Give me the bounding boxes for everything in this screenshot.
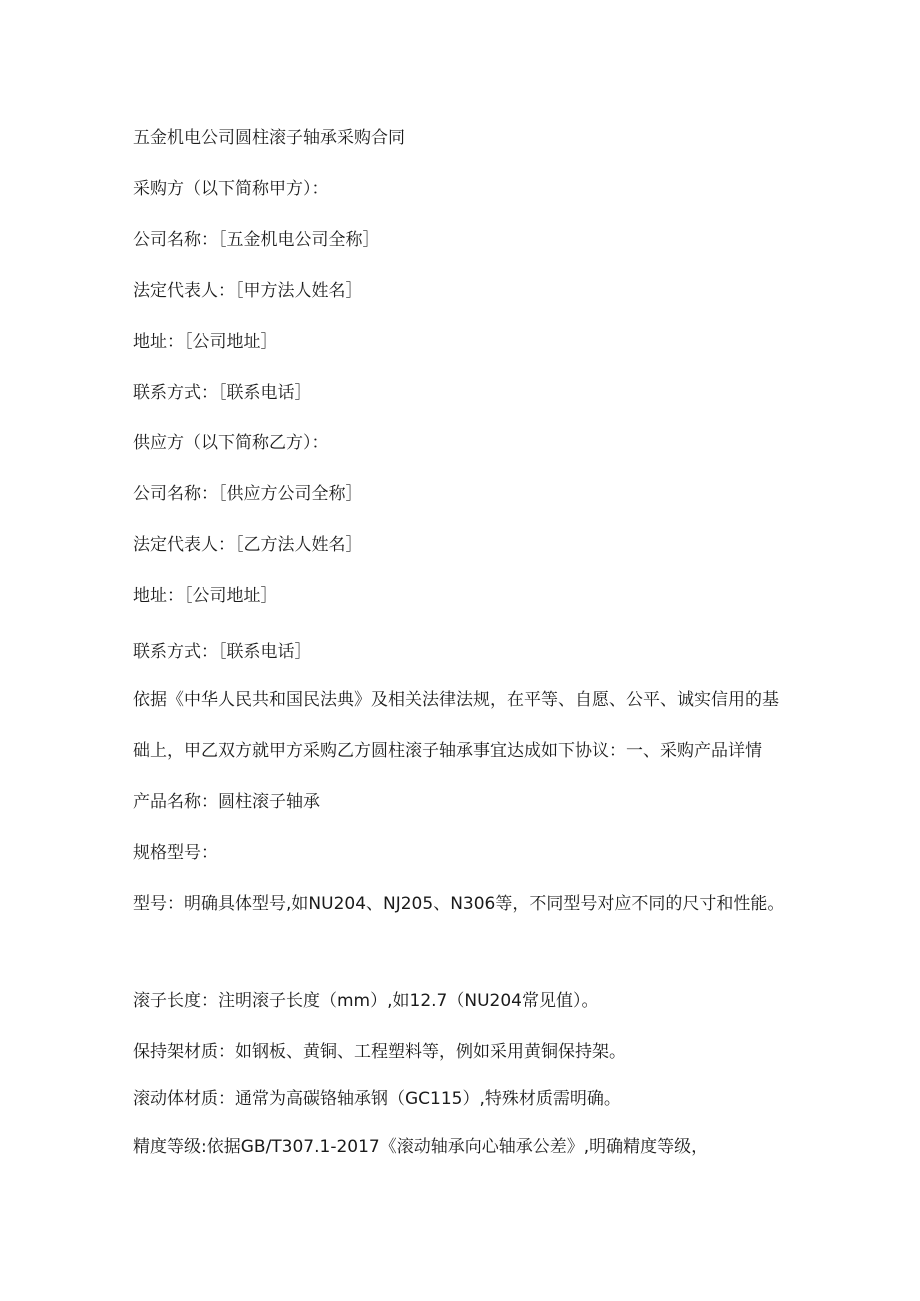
party-a-address: 地址：［公司地址］: [133, 332, 278, 352]
model-spec: 型号：明确具体型号,如NU204、NJ205、N306等，不同型号对应不同的尺寸和性能。: [133, 894, 785, 914]
party-b-heading: 供应方（以下简称乙方）：: [133, 433, 329, 453]
party-b-legal-rep: 法定代表人：［乙方法人姓名］: [133, 535, 363, 555]
party-b-address: 地址：［公司地址］: [133, 586, 278, 606]
spec-heading: 规格型号：: [133, 843, 218, 863]
roller-length: 滚子长度：注明滚子长度（mm）,如12.7（NU204常见值）。: [133, 991, 599, 1011]
party-b-contact: 联系方式：［联系电话］: [133, 642, 312, 662]
preamble-line-2: 础上，甲乙双方就甲方采购乙方圆柱滚子轴承事宜达成如下协议：一、采购产品详情: [133, 741, 762, 761]
party-a-company-name: 公司名称：［五金机电公司全称］: [133, 230, 380, 250]
cage-material: 保持架材质：如钢板、黄铜、工程塑料等，例如采用黄铜保持架。: [133, 1042, 626, 1062]
rolling-element-material: 滚动体材质：通常为高碳铬轴承钢（GC115）,特殊材质需明确。: [133, 1089, 621, 1109]
party-a-contact: 联系方式：［联系电话］: [133, 383, 312, 403]
party-a-heading: 采购方（以下简称甲方）：: [133, 179, 329, 199]
product-name: 产品名称：圆柱滚子轴承: [133, 792, 320, 812]
document-title: 五金机电公司圆柱滚子轴承采购合同: [133, 128, 405, 148]
party-b-company-name: 公司名称：［供应方公司全称］: [133, 484, 363, 504]
precision-grade: 精度等级:依据GB/T307.1-2017《滚动轴承向心轴承公差》,明确精度等级，: [133, 1137, 709, 1157]
party-a-legal-rep: 法定代表人：［甲方法人姓名］: [133, 281, 363, 301]
preamble-line-1: 依据《中华人民共和国民法典》及相关法律法规，在平等、自愿、公平、诚实信用的基: [133, 690, 779, 710]
